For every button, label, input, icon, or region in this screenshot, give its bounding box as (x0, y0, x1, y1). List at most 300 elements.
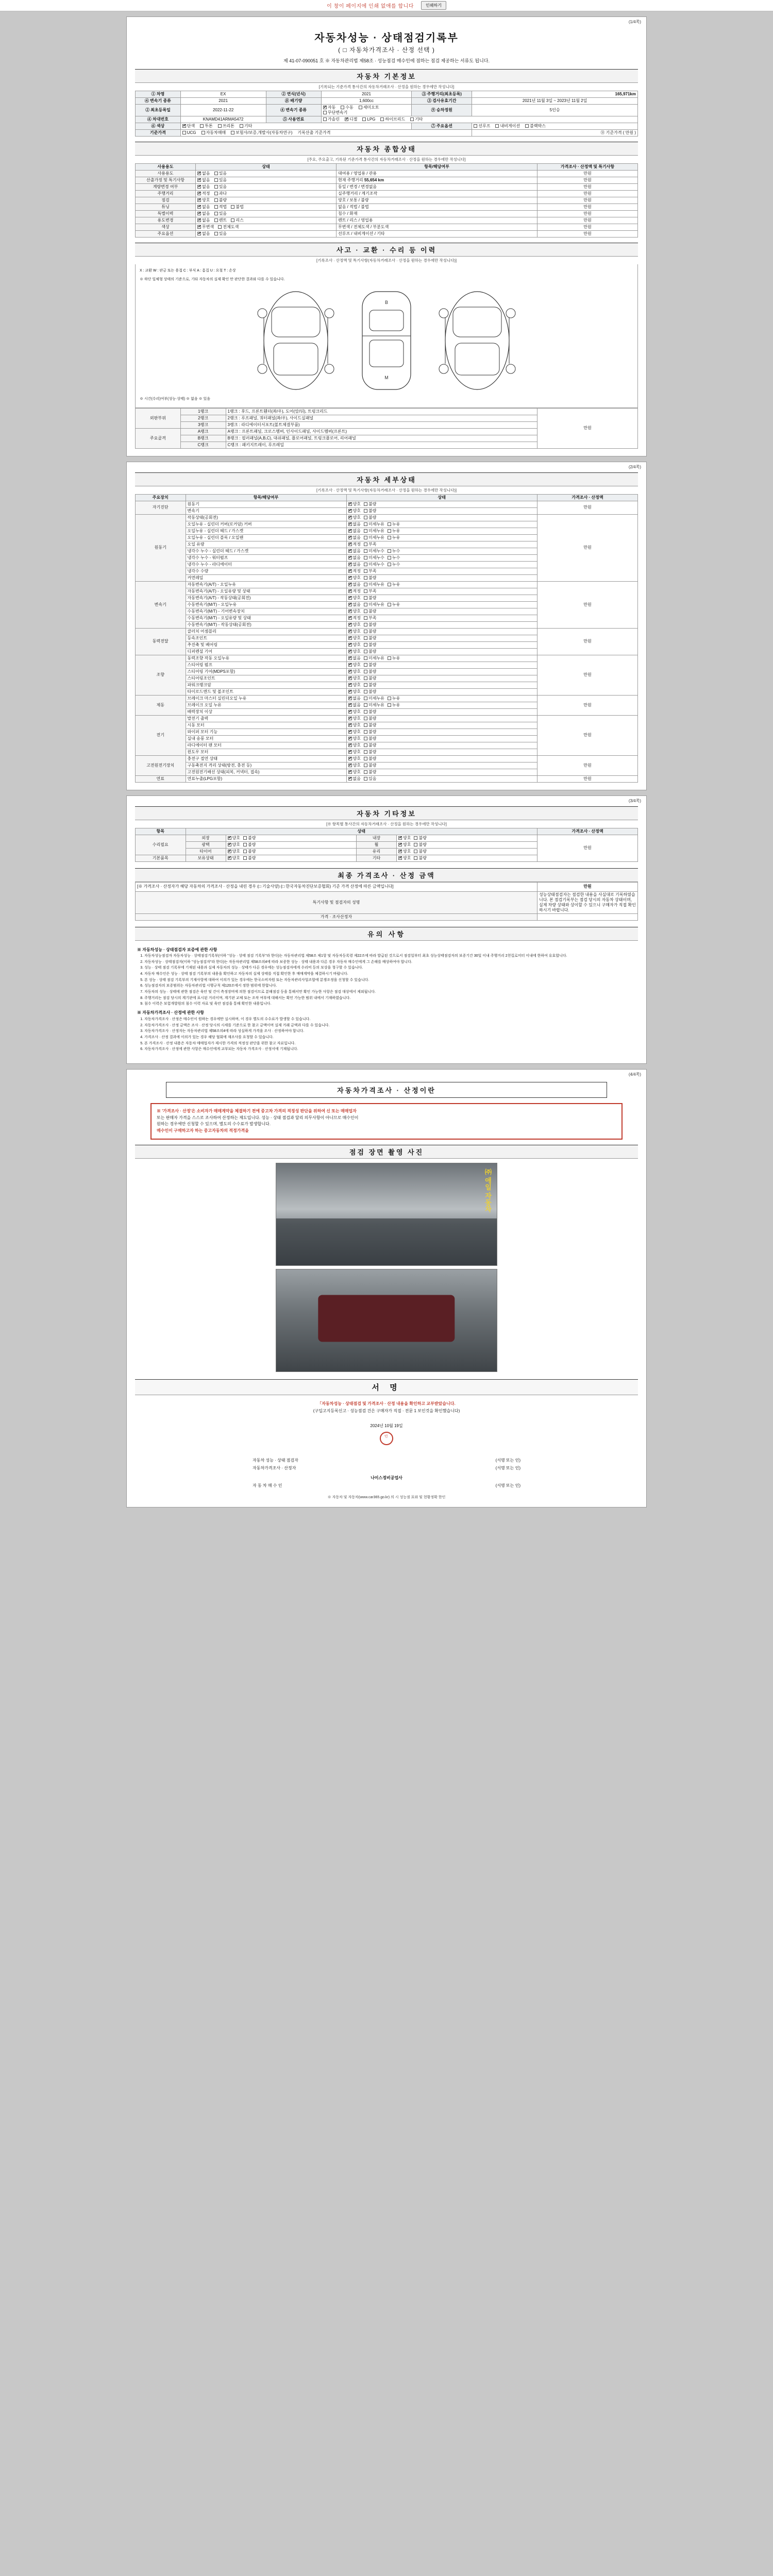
chk-불량[interactable]: 불량 (414, 842, 426, 848)
print-topbar (0, 0, 773, 11)
detail-item-label: 발전기 출력 (186, 715, 346, 722)
chk-양호[interactable]: ✔ 양호 (398, 856, 411, 861)
chk-누유[interactable]: 누유 (388, 529, 400, 534)
value-insp: 2021년 11월 3일 ~ 2023년 11월 2일 (472, 98, 638, 105)
chk-lease-7[interactable]: 리스 (231, 218, 243, 223)
chk-없음[interactable]: ✔ 없음 (348, 656, 361, 661)
chk-불량[interactable]: 불량 (364, 596, 376, 601)
table-row (136, 695, 638, 702)
chk-양호[interactable]: ✔ 양호 (398, 849, 411, 854)
notice-title: 유의 사항 (135, 927, 638, 941)
fuel-opt-etc[interactable]: 기타 (410, 117, 423, 122)
chk-미세누유[interactable]: 미세누유 (364, 602, 384, 607)
chk-양호[interactable]: ✔ 양호 (348, 596, 361, 601)
chk-none-1[interactable]: ✔ 없음 (197, 178, 210, 183)
table-row (136, 913, 638, 920)
chk-불량[interactable]: 불량 (364, 515, 376, 520)
etc-price-cell: 만원 (537, 835, 638, 861)
inner-rank-c-label: C랭크 (180, 442, 226, 448)
list-item: 1. 자동차성능점검자 자동차성능 · 상태점검기록부(이하 "성능 · 상태 점검 기록부"라 한다)는 자동차관리법 제58조 제1항 및 자동차등록령 제22조에 따라 발급된 것으로서 점검일부터 최초 성능상태점검자의 보증기간 30일 이내 주행거리 2천킬로미터 이내에 한하여 유효합니다. (144, 954, 636, 959)
detail-item-label: 스티어링 기어(MDPS포함) (186, 668, 346, 675)
detail-item-state (346, 749, 537, 755)
chk-full-8[interactable]: 전체도색 (218, 225, 239, 230)
chk-양호[interactable]: ✔ 양호 (398, 842, 411, 848)
overall-row-5-note: 만원 (537, 204, 638, 211)
chk-불량[interactable]: 불량 (364, 723, 376, 728)
frame-rank-table (135, 408, 638, 449)
sign-row-2-value: (서명 또는 인) (495, 1483, 520, 1488)
etc-left-0-label: 외장 (186, 835, 226, 841)
chk-불량[interactable]: 불량 (414, 849, 426, 854)
chk-불량[interactable]: 불량 (364, 743, 376, 748)
chk-있음[interactable]: 있음 (364, 776, 376, 782)
chk-미세누수[interactable]: 미세누수 (364, 562, 384, 567)
list-item (253, 1456, 520, 1464)
table-row (136, 91, 638, 98)
chk-양호[interactable]: ✔ 양호 (348, 642, 361, 648)
chk-none-7[interactable]: ✔ 없음 (197, 218, 210, 223)
chk-없음[interactable]: ✔ 없음 (348, 535, 361, 540)
detail-item-state (346, 775, 537, 782)
overall-row-9-cat: 주요옵션 (136, 231, 196, 238)
chk-nochange-8[interactable]: ✔ 무변색 (197, 225, 214, 230)
opt-nav[interactable]: 내비게이션 (495, 124, 520, 129)
chk-양호[interactable]: ✔ 양호 (348, 743, 361, 748)
detail-item-state (346, 635, 537, 641)
detail-group-price: 만원 (537, 695, 638, 715)
fuel-opt-diesel[interactable]: ✔ 디젤 (345, 117, 357, 122)
inner-rank-b: B랭크 : 필러패널(A,B,C), 대쉬패널, 플로어패널, 트렁크플로어, 리어패널 (226, 435, 537, 442)
fuel-opt-hybrid[interactable]: 하이브리드 (380, 117, 405, 122)
chk-none-5[interactable]: ✔ 없음 (197, 205, 210, 210)
detail-group-price: 만원 (537, 655, 638, 695)
chk-불량[interactable]: 불량 (364, 669, 376, 674)
page-1 (126, 16, 647, 456)
chk-good-4[interactable]: ✔ 양호 (197, 198, 210, 203)
detail-item-state (346, 534, 537, 541)
document-title: 자동차성능 · 상태점검기록부 (314, 32, 459, 44)
table-row (136, 224, 638, 231)
chk-미세누유[interactable]: 미세누유 (364, 522, 384, 527)
etc-right-3-label: 기타 (357, 855, 397, 861)
overall-col-3: 가격조사 · 산정액 및 특기사항 (537, 164, 638, 171)
detail-group-6: 전기 (136, 715, 186, 755)
chk-불량[interactable]: 불량 (364, 683, 376, 688)
sign-row-1-value: (서명 또는 인) (495, 1466, 520, 1471)
chk-legal-5[interactable]: 적법 (214, 205, 227, 210)
table-header-row (136, 494, 638, 501)
chk-누유[interactable]: 누유 (388, 656, 400, 661)
chk-illegal-5[interactable]: 불법 (231, 205, 243, 210)
fuel-opt-lpg[interactable]: LPG (362, 117, 375, 122)
page-4-number: (4/4쪽) (628, 1072, 641, 1077)
frame-note-value: 만원 (537, 408, 638, 448)
print-hint-text: 이 창이 페이지에 인쇄 없애를 합니다 (327, 4, 414, 9)
label-trans: ④ 변속기 종류 (136, 98, 181, 105)
value-reg: 2022-11-22 (180, 105, 266, 116)
photo-grid (135, 1163, 638, 1372)
chk-누유[interactable]: 누유 (388, 522, 400, 527)
label-seat: ⑨ 승차정원 (412, 105, 472, 116)
detail-item-label: 스티어링 펌프 (186, 662, 346, 668)
chk-양호[interactable]: ✔ 양호 (348, 730, 361, 735)
overall-row-0-cat: 사용용도 (136, 171, 196, 177)
list-item: 7. 자동차의 성능 · 상태에 관한 점검은 육안 및 간이 측정장비에 의한 점검이므로 분해점검 등을 통해서만 확인 가능한 사항은 점검 대상에서 제외됩니다. (144, 990, 636, 995)
chk-미세누유[interactable]: 미세누유 (364, 529, 384, 534)
chk-적정[interactable]: ✔ 적정 (348, 589, 361, 594)
list-item: 8. 주행거리는 점검 당시의 계기판에 표시된 거리이며, 계기판 교체 또는 조작 여부에 대해서는 확인 가능한 범위 내에서 기재하였습니다. (144, 996, 636, 1001)
chk-누유[interactable]: 누유 (388, 696, 400, 701)
color-opt-single[interactable]: ✔ 단색 (182, 124, 195, 129)
chk-양호[interactable]: ✔ 양호 (348, 716, 361, 721)
opt-sunroof[interactable]: 선루프 (474, 124, 490, 129)
chk-누수[interactable]: 누수 (388, 562, 400, 567)
etc-right-3-state (397, 855, 537, 861)
chk-불량[interactable]: 불량 (364, 676, 376, 681)
chk-불량[interactable]: 불량 (364, 575, 376, 581)
detail-col-2: 상태 (346, 494, 537, 501)
chk-양호[interactable]: ✔ 양호 (348, 629, 361, 634)
trans-opt-auto[interactable]: ✔자동 (323, 105, 335, 110)
trans-opt-manual[interactable]: 수동 (341, 105, 353, 110)
overall-row-7-state (196, 217, 337, 224)
etc-right-2-label: 유리 (357, 848, 397, 855)
chk-yes-0[interactable]: 있음 (214, 171, 227, 176)
chk-불량[interactable]: 불량 (364, 770, 376, 775)
detail-item-label: 파워크랭크암 (186, 682, 346, 688)
chk-없음[interactable]: ✔ 없음 (348, 529, 361, 534)
label-mileage: ③ 주행거리(최초등록) (412, 91, 472, 98)
chk-불량[interactable]: 불량 (243, 856, 256, 861)
chk-불량[interactable]: 불량 (364, 736, 376, 741)
overall-row-7-note: 만원 (537, 217, 638, 224)
chk-불량[interactable]: 불량 (364, 649, 376, 654)
basis-opt-etc[interactable]: 보험사/보증,개발사(자동차연구) (231, 130, 292, 135)
notice-list-1 (144, 954, 636, 1007)
final-price-title: 최종 가격조사 · 산정 금액 (135, 868, 638, 882)
chk-없음[interactable]: ✔ 없음 (348, 602, 361, 607)
chk-양호[interactable]: ✔ 양호 (348, 683, 361, 688)
chk-양호[interactable]: ✔ 양호 (348, 663, 361, 668)
label-option: ⑦ 주요옵션 (412, 123, 472, 130)
page-2-number: (2/4쪽) (628, 464, 641, 469)
chk-불량[interactable]: 불량 (364, 609, 376, 614)
basis-opt-used[interactable]: UCG (182, 130, 196, 135)
trans-opt-semi[interactable]: 세미오토 (359, 105, 379, 110)
overall-row-4-state (196, 197, 337, 204)
chk-양호[interactable]: ✔ 양호 (228, 842, 240, 848)
detail-group-0: 자기진단 (136, 501, 186, 514)
chk-누유[interactable]: 누유 (388, 535, 400, 540)
chk-양호[interactable]: ✔ 양호 (348, 649, 361, 654)
overall-row-6-state (196, 211, 337, 217)
list-item: 5. 본 가격조사 · 산정 내용은 자동차 매매업자가 제시한 가격의 적정성 판단을 위한 참고 자료입니다. (144, 1041, 636, 1046)
chk-양호[interactable]: ✔ 양호 (348, 756, 361, 761)
chk-없음[interactable]: ✔ 없음 (348, 703, 361, 708)
detail-item-state (346, 528, 537, 534)
chk-없음[interactable]: ✔ 없음 (348, 696, 361, 701)
sign-date: 2024년 10월 19일 (370, 1423, 403, 1428)
chk-부족[interactable]: 부족 (364, 616, 376, 621)
chk-불량[interactable]: 불량 (364, 763, 376, 768)
detail-note: [기록조사 · 산정액 및 특기사항(자동차거래조사 · 산정을 원하는 경우에만 작성니다)] (316, 487, 457, 493)
chk-불량[interactable]: 불량 (364, 716, 376, 721)
chk-양호[interactable]: ✔ 양호 (348, 669, 361, 674)
chk-불량[interactable]: 불량 (364, 663, 376, 668)
overall-row-6-items: 침수 / 화재 (337, 211, 537, 217)
inner-frame-label: 주요골격 (136, 428, 181, 448)
detail-item-state (346, 588, 537, 595)
detail-item-label: 작동상태(공회전) (186, 514, 346, 521)
detail-group-price: 만원 (537, 581, 638, 628)
fuel-opt-gasoline[interactable]: 가솔린 (323, 117, 340, 122)
detail-item-label: 수동변속기(M/T) - 오일누유 (186, 601, 346, 608)
page-2 (126, 462, 647, 790)
chk-불량[interactable]: 불량 (364, 756, 376, 761)
table-row (136, 775, 638, 782)
etc-table-body (136, 835, 638, 861)
chk-양호[interactable]: ✔ 양호 (348, 622, 361, 628)
detail-group-price: 만원 (537, 514, 638, 581)
chk-없음[interactable]: ✔ 없음 (348, 549, 361, 554)
car-diagram-figures (139, 284, 634, 396)
overall-note: [주요, 주요출고, 기록된 기준가격 통사간의 자동차거래조사 · 산정을 원하는 경우에만 작성니다] (307, 157, 466, 162)
page-1-number: (1/4쪽) (628, 20, 641, 24)
chk-양호[interactable]: ✔ 양호 (348, 763, 361, 768)
table-row (136, 217, 638, 224)
chk-yes-2[interactable]: 있음 (214, 184, 227, 190)
detail-table-body (136, 501, 638, 782)
inspection-photo-1: ㈜ 애일 자동차 (276, 1163, 497, 1266)
chk-양호[interactable]: ✔ 양호 (398, 836, 411, 841)
overall-table (135, 163, 638, 238)
chk-양호[interactable]: ✔ 양호 (348, 636, 361, 641)
chk-부족[interactable]: 부족 (364, 542, 376, 547)
diagram-legend-0: X : 교환 W : 판금 또는 용접 C : 부식 A : 흠집 U : 요철 T : 손상 (140, 269, 236, 273)
inner-rank-a: A랭크 : 프론트패널, 크로스멤버, 인사이드패널, 사이드멤버(프론트) (226, 428, 537, 435)
overall-row-0-state (196, 171, 337, 177)
detail-item-label: 오일누유 - 실린더 헤드 / 가스켓 (186, 528, 346, 534)
chk-양호[interactable]: ✔ 양호 (348, 609, 361, 614)
chk-불량[interactable]: 불량 (414, 836, 426, 841)
chk-누수[interactable]: 누수 (388, 555, 400, 561)
chk-없음[interactable]: ✔ 없음 (348, 522, 361, 527)
chk-불량[interactable]: 불량 (364, 709, 376, 715)
chk-none-9[interactable]: ✔ 없음 (197, 231, 210, 236)
detail-col-0: 주요장치 (136, 494, 186, 501)
etc-group-3: 기본품목 (136, 855, 186, 861)
overall-col-0: 사용용도 (136, 164, 196, 171)
detail-item-state (346, 735, 537, 742)
chk-양호[interactable]: ✔ 양호 (348, 575, 361, 581)
detail-item-state (346, 561, 537, 568)
chk-불량[interactable]: 불량 (364, 730, 376, 735)
color-opt-etc[interactable]: 기타 (240, 124, 252, 129)
chk-yes-6[interactable]: 있음 (214, 211, 227, 216)
chk-누수[interactable]: 누수 (388, 549, 400, 554)
chk-불량[interactable]: 불량 (243, 849, 256, 854)
color-opt-three[interactable]: 쓰리톤 (218, 124, 234, 129)
chk-양호[interactable]: ✔ 양호 (348, 770, 361, 775)
photo-section-title: 점검 장면 촬영 사진 (135, 1145, 638, 1159)
chk-불량[interactable]: 불량 (243, 842, 256, 848)
detail-col-3: 가격조사 · 산정액 (537, 494, 638, 501)
detail-group-5: 제동 (136, 695, 186, 715)
basis-opt-assoc[interactable]: 자동차매매 (201, 130, 226, 135)
chk-없음[interactable]: ✔ 없음 (348, 555, 361, 561)
signature-title: 서 명 (135, 1379, 638, 1395)
chk-양호[interactable]: ✔ 양호 (348, 502, 361, 507)
price-survey-explain-title: 자동차가격조사 · 산정이란 (166, 1082, 607, 1098)
detail-item-state (346, 688, 537, 695)
chk-불량[interactable]: 불량 (364, 642, 376, 648)
trans-options (321, 105, 412, 116)
svg-text:B: B (384, 300, 389, 305)
chk-yes-1[interactable]: 있음 (214, 178, 227, 183)
detail-item-label: 자동변속기(A/T) - 오일유량 및 상태 (186, 588, 346, 595)
chk-부족[interactable]: 부족 (364, 589, 376, 594)
etc-note: [※ 항목별 통사간의 자동차거래조사 · 산정을 원하는 경우에만 작성니다] (326, 821, 447, 826)
table-row (136, 501, 638, 507)
inspector-label: 가격 · 조사산정자 (136, 913, 537, 920)
chk-ok-3[interactable]: ✔ 적정 (197, 191, 210, 196)
chk-양호[interactable]: ✔ 양호 (348, 509, 361, 514)
outer-rank-2: 2랭크 : 루프패널, 쿼터패널(좌/우), 사이드실패널 (226, 415, 537, 421)
detail-item-label: 스티어링조인트 (186, 675, 346, 682)
detail-item-state (346, 507, 537, 514)
detail-item-state (346, 655, 537, 662)
chk-양호[interactable]: ✔ 양호 (228, 849, 240, 854)
table-row (136, 105, 638, 116)
price-value: 만원 (537, 882, 638, 891)
chk-양호[interactable]: ✔ 양호 (348, 676, 361, 681)
chk-양호[interactable]: ✔ 양호 (348, 723, 361, 728)
signature-rows (253, 1456, 520, 1489)
car-damage-diagram (135, 264, 638, 408)
table-row (136, 514, 638, 521)
chk-미세누유[interactable]: 미세누유 (364, 703, 384, 708)
etc-left-3-state (226, 855, 357, 861)
chk-none-2[interactable]: ✔ 없음 (197, 184, 210, 190)
detail-item-label: 수동변속기(M/T) - 오일유량 및 상태 (186, 615, 346, 621)
chk-양호[interactable]: ✔ 양호 (228, 856, 240, 861)
chk-적정[interactable]: ✔ 적정 (348, 569, 361, 574)
opt-blackbox[interactable]: 블랙박스 (525, 124, 546, 129)
fuel-options (321, 116, 637, 123)
chk-부족[interactable]: 부족 (364, 569, 376, 574)
chk-양호[interactable]: ✔ 양호 (348, 515, 361, 520)
chk-미세누수[interactable]: 미세누수 (364, 549, 384, 554)
svg-text:M: M (384, 375, 389, 380)
overall-row-8-state (196, 224, 337, 231)
chk-양호[interactable]: ✔ 양호 (348, 689, 361, 694)
chk-없음[interactable]: ✔ 없음 (348, 776, 361, 782)
chk-불량[interactable]: 불량 (414, 856, 426, 861)
etc-table (135, 828, 638, 862)
detail-group-4: 조향 (136, 655, 186, 695)
detail-table (135, 494, 638, 783)
chk-적정[interactable]: ✔ 적정 (348, 616, 361, 621)
chk-미세누유[interactable]: 미세누유 (364, 696, 384, 701)
label-insp: ③ 검사유효기간 (412, 98, 472, 105)
chk-over-3[interactable]: 과다 (214, 191, 227, 196)
trans-opt-cvt[interactable]: 무단변속기 (323, 110, 348, 115)
basic-info-table (135, 91, 638, 137)
chk-누유[interactable]: 누유 (388, 703, 400, 708)
detail-item-label: 오일누유 - 실린더 블록 / 오일팬 (186, 534, 346, 541)
detail-item-label: 냉각수 누수 - 라디에이터 (186, 561, 346, 568)
accident-note: [기록조사 · 산정액 및 특기사항(자동차거래조사 · 산정을 원하는 경우에만 작성니다)] (316, 258, 457, 263)
chk-bad-4[interactable]: 불량 (214, 198, 227, 203)
chk-누유[interactable]: 누유 (388, 602, 400, 607)
label-reg: ② 최초등록일 (136, 105, 181, 116)
document-pages (0, 11, 773, 1507)
detail-item-label: 디퍼렌셜 기어 (186, 648, 346, 655)
chk-양호[interactable]: ✔ 양호 (348, 750, 361, 755)
chk-불량[interactable]: 불량 (364, 509, 376, 514)
detail-item-state (346, 675, 537, 682)
overall-row-2-state (196, 184, 337, 191)
value-seat: 5인승 (472, 105, 638, 116)
detail-item-label: 타이로드엔드 및 볼조인트 (186, 688, 346, 695)
chk-양호[interactable]: ✔ 양호 (228, 836, 240, 841)
chk-불량[interactable]: 불량 (364, 636, 376, 641)
chk-미세누수[interactable]: 미세누수 (364, 555, 384, 561)
chk-미세누유[interactable]: 미세누유 (364, 535, 384, 540)
overall-row-0-items: 대여용 / 영업용 / 관용 (337, 171, 537, 177)
list-item: 4. 자동차 매수인은 성능 · 상태 점검 기록부의 내용을 확인하고 자동차의 실제 상태를 직접 확인한 후 매매계약을 체결하시기 바랍니다. (144, 972, 636, 977)
detail-item-label: 커먼레일 (186, 574, 346, 581)
chk-양호[interactable]: ✔ 양호 (348, 736, 361, 741)
print-button[interactable]: 인쇄하기 (421, 1, 446, 10)
chk-미세누유[interactable]: 미세누유 (364, 656, 384, 661)
chk-없음[interactable]: ✔ 없음 (348, 582, 361, 587)
value-vin: KNAMD41ARMA5472 (180, 116, 266, 123)
chk-불량[interactable]: 불량 (364, 689, 376, 694)
chk-불량[interactable]: 불량 (364, 622, 376, 628)
chk-yes-9[interactable]: 있음 (214, 231, 227, 236)
inner-rank-c: C랭크 : 패키지트레이, 루프레일 (226, 442, 537, 448)
chk-불량[interactable]: 불량 (364, 629, 376, 634)
detail-item-label: 냉각수 누수 - 워터펌프 (186, 554, 346, 561)
sign-row-1-label: 자동차가격조사 · 산정자 (253, 1466, 296, 1471)
chk-불량[interactable]: 불량 (364, 502, 376, 507)
detail-item-state (346, 762, 537, 769)
chk-불량[interactable]: 불량 (243, 836, 256, 841)
chk-없음[interactable]: ✔ 없음 (348, 562, 361, 567)
chk-양호[interactable]: ✔ 양호 (348, 709, 361, 715)
detail-item-state (346, 708, 537, 715)
chk-rent-7[interactable]: 렌트 (214, 218, 227, 223)
label-trans-2: ④ 변속기 종류 (266, 105, 321, 116)
table-row (136, 171, 638, 177)
chk-미세누유[interactable]: 미세누유 (364, 582, 384, 587)
chk-누유[interactable]: 누유 (388, 582, 400, 587)
table-row (136, 211, 638, 217)
chk-불량[interactable]: 불량 (364, 750, 376, 755)
color-opt-two[interactable]: 투톤 (200, 124, 212, 129)
detail-title: 자동차 세부상태 (135, 472, 638, 486)
chk-none-6[interactable]: ✔ 없음 (197, 211, 210, 216)
table-row (136, 581, 638, 588)
chk-none-0[interactable]: ✔ 없음 (197, 171, 210, 176)
chk-적정[interactable]: ✔ 적정 (348, 542, 361, 547)
detail-item-label: 오일누유 - 실린더 커버(로커암) 커버 (186, 521, 346, 528)
inspector-value (537, 913, 638, 920)
overall-row-1-items: 현재 주행거리 55,654 km (337, 177, 537, 184)
detail-item-label: 추진축 및 베어링 (186, 641, 346, 648)
detail-item-label: 구동축전지 격리 상태(방전, 충전 등) (186, 762, 346, 769)
